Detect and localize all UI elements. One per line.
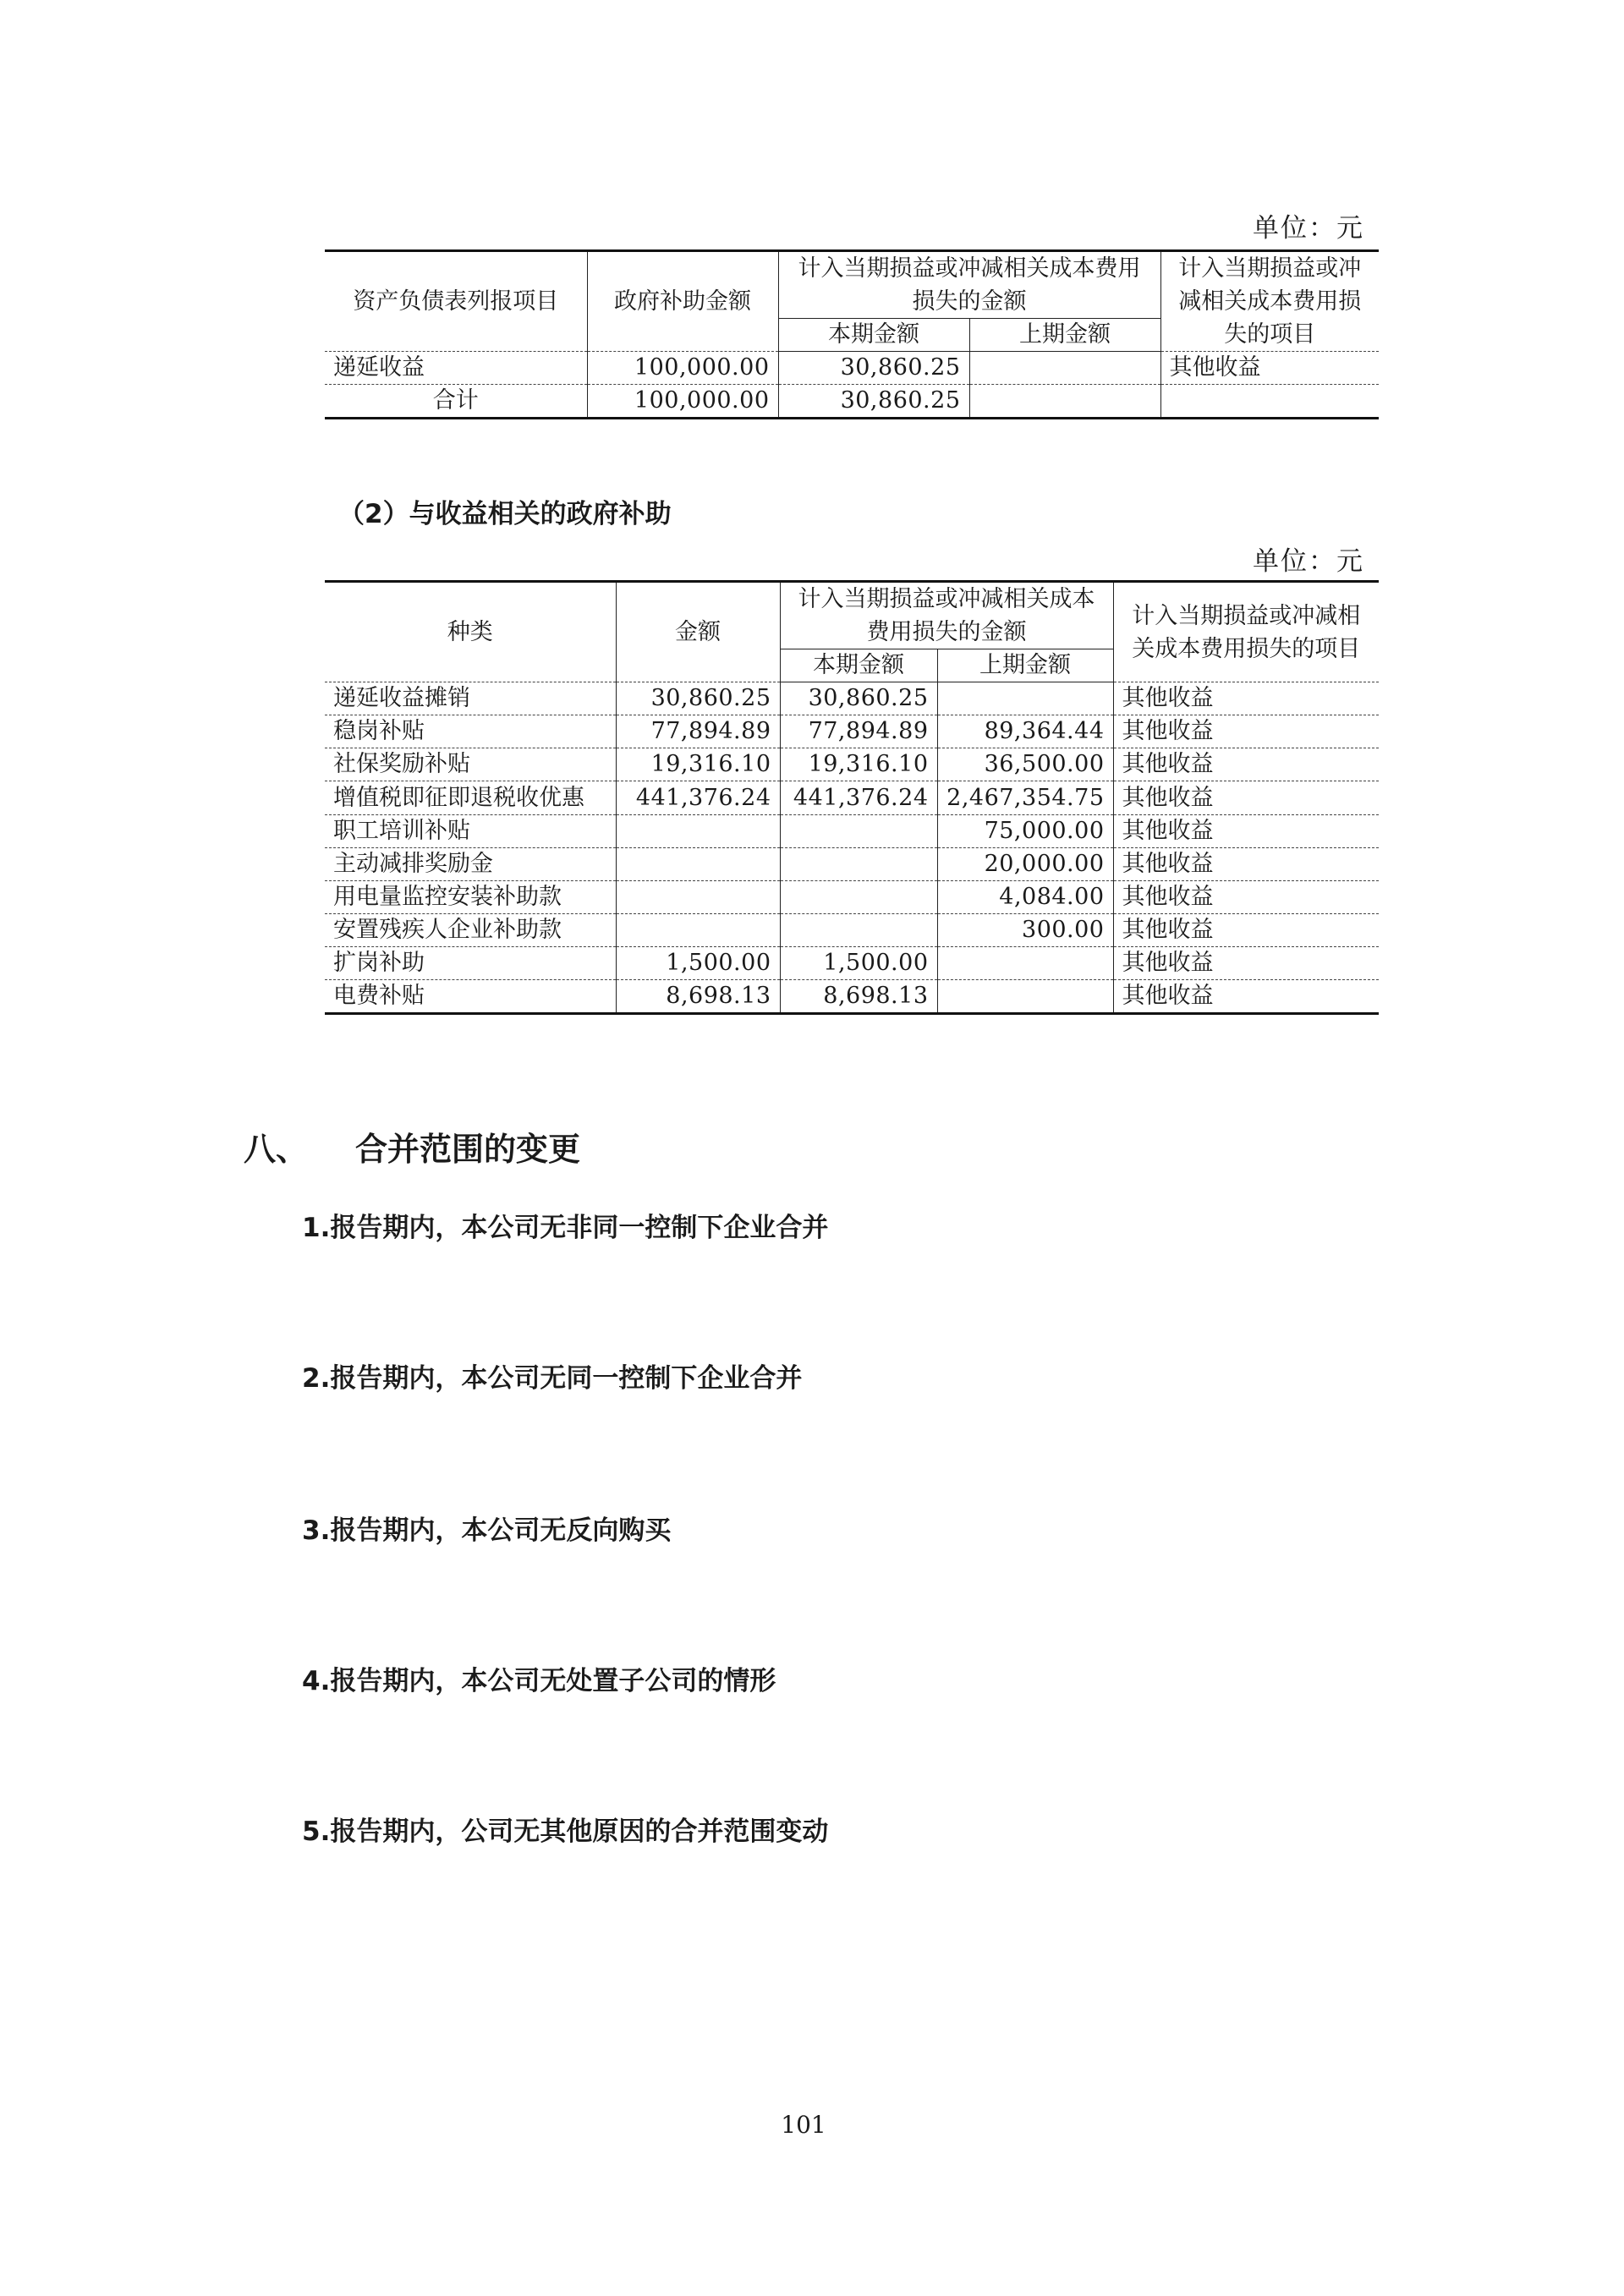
t2-cell-prior: 89,364.44 bbox=[937, 715, 1113, 748]
t2-cell-kind: 稳岗补贴 bbox=[325, 715, 616, 748]
t2-cell-prior bbox=[937, 947, 1113, 980]
t2-header-amount: 金额 bbox=[616, 582, 780, 682]
t2-cell-current: 441,376.24 bbox=[780, 781, 937, 815]
section-title: 合并范围的变更 bbox=[355, 1131, 581, 1168]
table-row bbox=[325, 781, 1379, 815]
income-related-subsidy-table bbox=[325, 580, 1379, 1015]
t2-cell-amount bbox=[616, 914, 780, 947]
t2-cell-kind: 增值税即征即退税收优惠 bbox=[325, 781, 616, 815]
unit-label-2: 单位：元 bbox=[1253, 546, 1364, 577]
t2-cell-category: 其他收益 bbox=[1113, 914, 1379, 947]
t2-header-current: 本期金额 bbox=[780, 649, 937, 682]
t1-header-category: 计入当期损益或冲减相关成本费用损失的项目 bbox=[1160, 251, 1379, 352]
t2-cell-current bbox=[780, 914, 937, 947]
t1-cell-amount: 100,000.00 bbox=[587, 352, 778, 385]
t2-cell-current bbox=[780, 881, 937, 914]
t2-cell-amount bbox=[616, 848, 780, 881]
list-item: 4.报告期内，本公司无处置子公司的情形 bbox=[302, 1666, 776, 1696]
t2-cell-current: 1,500.00 bbox=[780, 947, 937, 980]
t2-cell-prior: 300.00 bbox=[937, 914, 1113, 947]
t2-cell-kind: 用电量监控安装补助款 bbox=[325, 881, 616, 914]
t2-cell-category: 其他收益 bbox=[1113, 715, 1379, 748]
list-item: 5.报告期内，公司无其他原因的合并范围变动 bbox=[302, 1817, 829, 1847]
t2-cell-kind: 电费补贴 bbox=[325, 980, 616, 1014]
t2-header-group: 计入当期损益或冲减相关成本费用损失的金额 bbox=[780, 582, 1113, 649]
t2-cell-amount: 1,500.00 bbox=[616, 947, 780, 980]
t2-cell-amount: 19,316.10 bbox=[616, 748, 780, 781]
t2-cell-kind: 递延收益摊销 bbox=[325, 682, 616, 715]
t2-cell-kind: 扩岗补助 bbox=[325, 947, 616, 980]
t2-cell-prior: 36,500.00 bbox=[937, 748, 1113, 781]
t2-cell-amount bbox=[616, 881, 780, 914]
unit-label-1: 单位：元 bbox=[1253, 213, 1364, 244]
table-row bbox=[325, 352, 1379, 385]
table-row bbox=[325, 715, 1379, 748]
t2-cell-category: 其他收益 bbox=[1113, 781, 1379, 815]
t2-cell-category: 其他收益 bbox=[1113, 848, 1379, 881]
table-row bbox=[325, 980, 1379, 1014]
t2-cell-category: 其他收益 bbox=[1113, 947, 1379, 980]
page-number: 101 bbox=[781, 2111, 826, 2139]
table-row bbox=[325, 848, 1379, 881]
t2-cell-prior bbox=[937, 980, 1113, 1014]
list-item: 3.报告期内，本公司无反向购买 bbox=[302, 1515, 672, 1546]
table-row bbox=[325, 748, 1379, 781]
t1-cell-amount: 100,000.00 bbox=[587, 385, 778, 419]
t2-cell-category: 其他收益 bbox=[1113, 881, 1379, 914]
t2-cell-category: 其他收益 bbox=[1113, 980, 1379, 1014]
section-number: 八、 bbox=[244, 1131, 309, 1168]
subheading-income-related-subsidy: （2）与收益相关的政府补助 bbox=[338, 499, 672, 529]
t2-header-prior: 上期金额 bbox=[937, 649, 1113, 682]
t2-cell-category: 其他收益 bbox=[1113, 815, 1379, 848]
t1-header-prior: 上期金额 bbox=[969, 319, 1160, 352]
t2-cell-current: 19,316.10 bbox=[780, 748, 937, 781]
t2-cell-category: 其他收益 bbox=[1113, 748, 1379, 781]
t2-cell-amount: 8,698.13 bbox=[616, 980, 780, 1014]
t2-header-category: 计入当期损益或冲减相关成本费用损失的项目 bbox=[1113, 582, 1379, 682]
table-row bbox=[325, 682, 1379, 715]
table-row bbox=[325, 815, 1379, 848]
t1-header-current: 本期金额 bbox=[778, 319, 969, 352]
t2-cell-current bbox=[780, 848, 937, 881]
t1-cell-current: 30,860.25 bbox=[778, 352, 969, 385]
t1-cell-item: 合计 bbox=[325, 385, 587, 419]
t1-header-group: 计入当期损益或冲减相关成本费用损失的金额 bbox=[778, 251, 1160, 319]
t2-cell-amount: 77,894.89 bbox=[616, 715, 780, 748]
list-item: 1.报告期内，本公司无非同一控制下企业合并 bbox=[302, 1213, 829, 1243]
t2-cell-current: 30,860.25 bbox=[780, 682, 937, 715]
t2-cell-amount: 30,860.25 bbox=[616, 682, 780, 715]
list-item: 2.报告期内，本公司无同一控制下企业合并 bbox=[302, 1363, 803, 1394]
t2-cell-current: 8,698.13 bbox=[780, 980, 937, 1014]
t2-header-kind: 种类 bbox=[325, 582, 616, 682]
t2-cell-kind: 安置残疾人企业补助款 bbox=[325, 914, 616, 947]
t1-cell-prior bbox=[969, 352, 1160, 385]
table-row bbox=[325, 947, 1379, 980]
t2-cell-prior: 20,000.00 bbox=[937, 848, 1113, 881]
t2-cell-prior: 75,000.00 bbox=[937, 815, 1113, 848]
t2-cell-kind: 社保奖励补贴 bbox=[325, 748, 616, 781]
t1-cell-current: 30,860.25 bbox=[778, 385, 969, 419]
t2-cell-prior: 2,467,354.75 bbox=[937, 781, 1113, 815]
t1-cell-category bbox=[1160, 385, 1379, 419]
table-row bbox=[325, 881, 1379, 914]
t2-cell-category: 其他收益 bbox=[1113, 682, 1379, 715]
t2-cell-kind: 职工培训补贴 bbox=[325, 815, 616, 848]
t2-cell-current: 77,894.89 bbox=[780, 715, 937, 748]
deferred-income-subsidy-table bbox=[325, 249, 1379, 419]
t1-cell-prior bbox=[969, 385, 1160, 419]
table-row-total bbox=[325, 385, 1379, 419]
t2-cell-kind: 主动减排奖励金 bbox=[325, 848, 616, 881]
t2-cell-prior bbox=[937, 682, 1113, 715]
t2-cell-amount bbox=[616, 815, 780, 848]
t1-header-amount: 政府补助金额 bbox=[587, 251, 778, 352]
t2-cell-current bbox=[780, 815, 937, 848]
t1-header-item: 资产负债表列报项目 bbox=[325, 251, 587, 352]
table-row bbox=[325, 914, 1379, 947]
t1-cell-category: 其他收益 bbox=[1160, 352, 1379, 385]
t2-cell-amount: 441,376.24 bbox=[616, 781, 780, 815]
t1-cell-item: 递延收益 bbox=[325, 352, 587, 385]
t2-cell-prior: 4,084.00 bbox=[937, 881, 1113, 914]
